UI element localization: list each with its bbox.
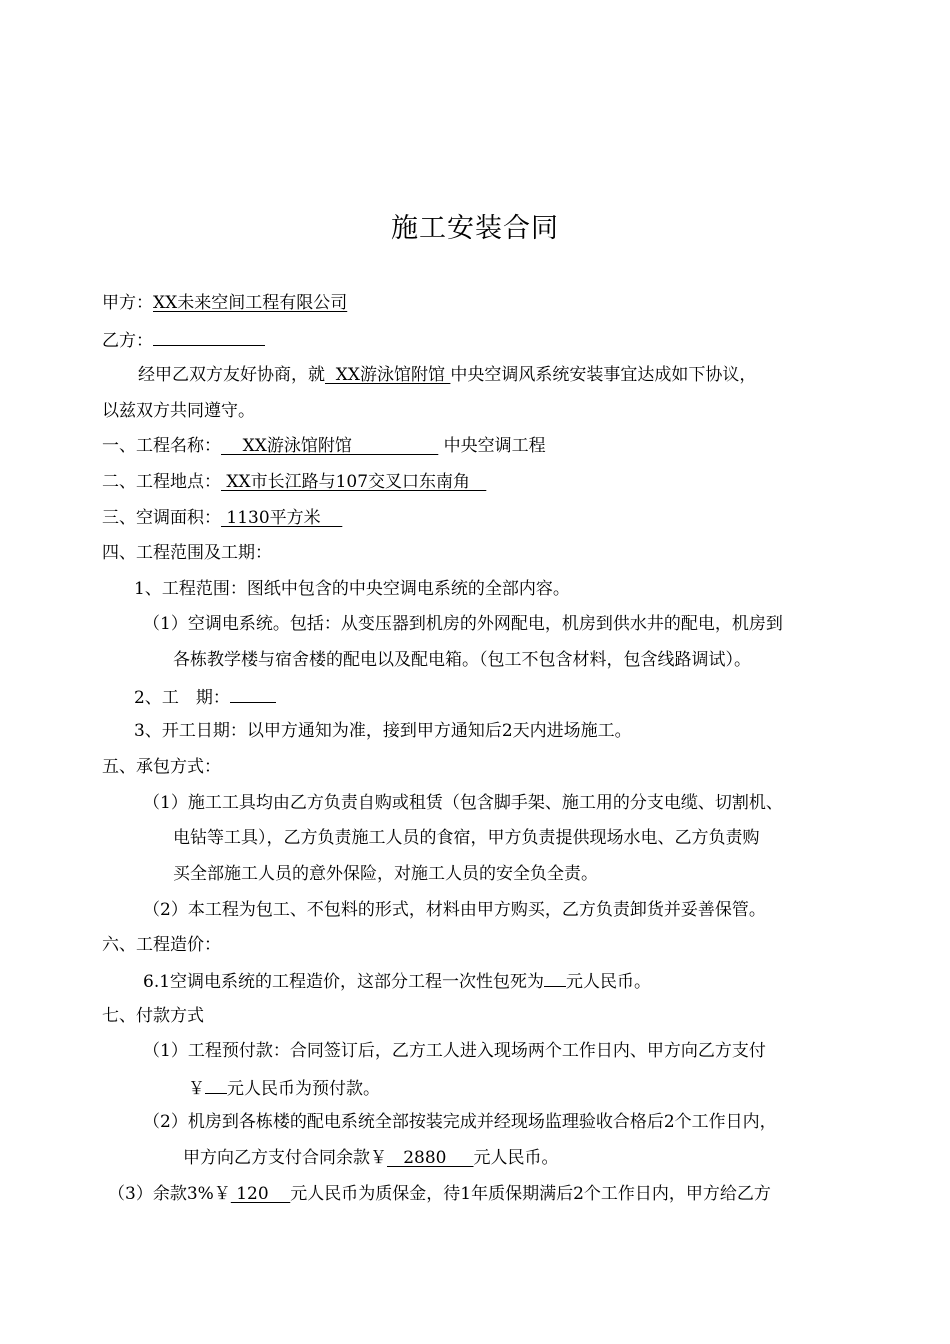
section-4-item-3: 3、开工日期：以甲方通知为准，接到甲方通知后2天内进场施工。 [134,721,632,741]
party-b-line [102,327,265,353]
ac-area-label: 三、空调面积： [102,508,221,528]
section-4-item-2 [134,684,276,710]
price-blank [544,968,566,987]
section-5-p2: （2）本工程为包工、不包料的形式，材料由甲方购买，乙方负责卸货并妥善保管。 [143,900,766,920]
section-7-p1-line-1: （1）工程预付款：合同签订后，乙方工人进入现场两个工作日内、甲方向乙方支付 [143,1041,766,1061]
project-name-value: XX游泳馆附馆 [221,436,439,456]
section-2-project-location [102,470,486,494]
prepay-text-post: 元人民币为预付款。 [227,1079,380,1099]
prepay-currency: ￥ [188,1079,205,1099]
section-7-p1-line-2 [188,1075,380,1101]
section-7-p3-line-1 [108,1182,771,1206]
section-1-project-name [102,434,546,458]
party-a-line [102,291,347,315]
section-5-p1-line-3: 买全部施工人员的意外保险，对施工人员的安全负全责。 [173,864,598,884]
project-location-label: 二、工程地点： [102,472,221,492]
project-name-suffix: 中央空调工程 [438,436,546,456]
party-a-label: 甲方： [102,293,153,313]
ac-area-value: 1130平方米 [221,508,343,528]
duration-label: 2、工 期： [134,688,230,708]
project-name-label: 一、工程名称： [102,436,221,456]
project-location-value: XX市长江路与107交叉口东南角 [221,472,487,492]
section-5-heading: 五、承包方式： [102,757,221,777]
retention-text-post: 元人民币为质保金，待1年质保期满后2个工作日内，甲方给乙方 [290,1184,771,1204]
intro-venue: XX游泳馆附馆 [325,365,451,385]
section-3-ac-area [102,506,342,530]
section-4-heading: 四、工程范围及工期： [102,543,272,563]
section-7-p2-line-2 [183,1146,559,1170]
intro-text-post: 中央空调风系统安装事宜达成如下协议， [450,365,757,385]
retention-amount: 120 [230,1184,291,1204]
prepay-blank [205,1075,227,1094]
price-text-post: 元人民币。 [566,972,652,992]
balance-text-post: 元人民币。 [473,1148,559,1168]
retention-text-pre: （3）余款3%￥ [108,1184,231,1204]
duration-blank [230,684,276,703]
section-4-item-1: 1、工程范围：图纸中包含的中央空调电系统的全部内容。 [134,579,570,599]
intro-line-2: 以兹双方共同遵守。 [102,401,255,421]
section-6-item [143,968,651,994]
party-b-label: 乙方： [102,331,153,351]
party-a-name: XX未来空间工程有限公司 [153,293,348,313]
price-text-pre: 6.1空调电系统的工程造价，这部分工程一次性包死为 [143,972,545,992]
section-4-sub-1-line-2: 各栋教学楼与宿舍楼的配电以及配电箱。（包工不包含材料，包含线路调试）。 [173,650,751,670]
section-7-heading: 七、付款方式 [102,1006,204,1026]
section-5-p1-line-2: 电钻等工具），乙方负责施工人员的食宿，甲方负责提供现场水电、乙方负责购 [173,828,760,848]
document-title: 施工安装合同 [391,213,559,244]
party-b-blank [153,327,265,346]
intro-text-pre: 经甲乙双方友好协商，就 [138,365,325,385]
section-5-p1-line-1: （1）施工工具均由乙方负责自购或租赁（包含脚手架、施工用的分支电缆、切割机、 [143,793,783,813]
balance-amount: 2880 [387,1148,474,1168]
section-6-heading: 六、工程造价： [102,935,221,955]
section-4-sub-1-line-1: （1）空调电系统。包括：从变压器到机房的外网配电，机房到供水井的配电，机房到 [143,614,783,634]
intro-line-1 [138,363,756,387]
section-7-p2-line-1: （2）机房到各栋楼的配电系统全部按装完成并经现场监理验收合格后2个工作日内， [143,1112,777,1132]
balance-text-pre: 甲方向乙方支付合同余款￥ [183,1148,387,1168]
